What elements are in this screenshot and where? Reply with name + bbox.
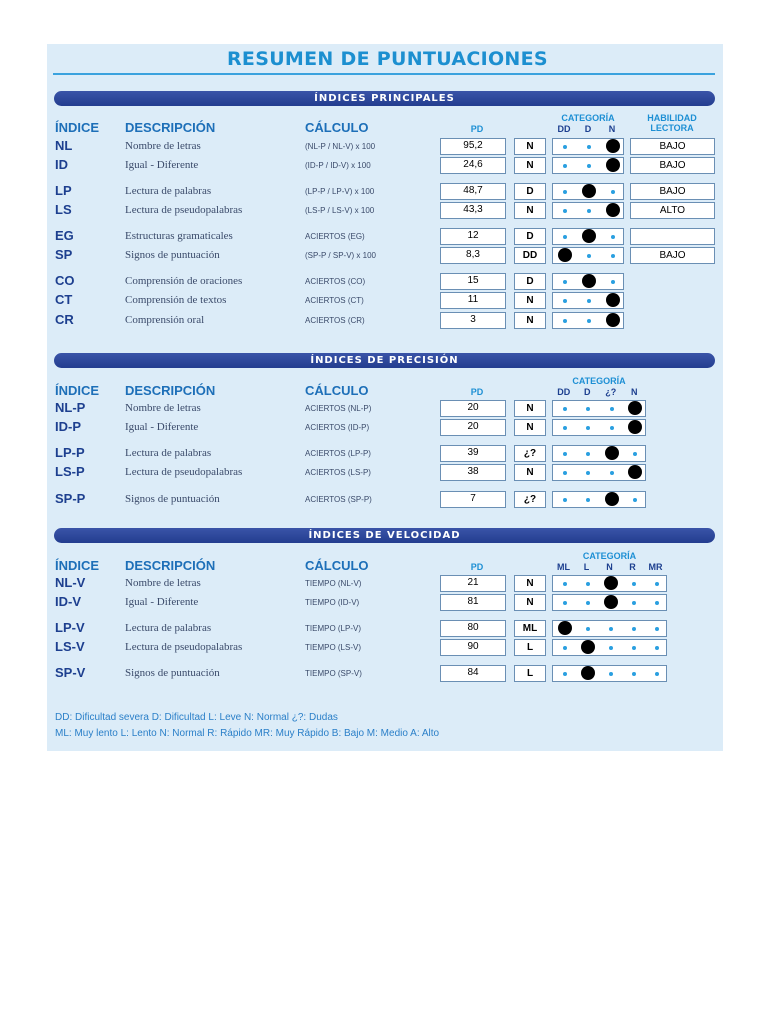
category-code-box: N bbox=[514, 594, 546, 611]
index-code: CR bbox=[55, 312, 74, 327]
category-marked-dot bbox=[606, 293, 620, 307]
category-marked-dot bbox=[606, 139, 620, 153]
category-marked-dot bbox=[606, 313, 620, 327]
pd-score-box: 80 bbox=[440, 620, 506, 637]
index-description: Igual - Diferente bbox=[125, 596, 199, 608]
category-code-box: N bbox=[514, 292, 546, 309]
category-label-principales-2: N bbox=[608, 124, 616, 134]
category-marked-dot bbox=[628, 465, 642, 479]
index-code: NL bbox=[55, 138, 73, 153]
category-label-precision-0: DD bbox=[557, 387, 571, 397]
index-calculation: ACIERTOS (CR) bbox=[305, 316, 365, 325]
category-dot-scale bbox=[552, 247, 624, 264]
category-label-principales-1: D bbox=[584, 124, 592, 134]
category-label-principales-0: DD bbox=[557, 124, 571, 134]
index-code: CO bbox=[55, 273, 75, 288]
category-marked-dot bbox=[606, 203, 620, 217]
category-dot bbox=[610, 426, 614, 430]
index-description: Nombre de letras bbox=[125, 577, 201, 589]
category-dot bbox=[563, 672, 567, 676]
category-dot bbox=[563, 426, 567, 430]
index-code: LS bbox=[55, 202, 72, 217]
index-description: Estructuras gramaticales bbox=[125, 230, 233, 242]
category-dot-scale bbox=[552, 419, 646, 436]
header-categoria: CATEGORÍA bbox=[572, 376, 626, 386]
category-code-box: N bbox=[514, 138, 546, 155]
category-label-precision-2: ¿? bbox=[605, 387, 617, 397]
pd-score-box: 11 bbox=[440, 292, 506, 309]
category-dot-scale bbox=[552, 464, 646, 481]
category-dot-scale bbox=[552, 594, 667, 611]
category-marked-dot bbox=[628, 401, 642, 415]
category-label-velocidad-2: N bbox=[606, 562, 613, 572]
legend-line-1: DD: Dificultad severa D: Dificultad L: Leve N: Normal ¿?: Dudas bbox=[55, 712, 338, 723]
category-dot-scale bbox=[552, 183, 624, 200]
category-code-box: D bbox=[514, 273, 546, 290]
pd-score-box: 12 bbox=[440, 228, 506, 245]
category-dot bbox=[563, 280, 567, 284]
category-dot bbox=[563, 235, 567, 239]
category-marked-dot bbox=[558, 621, 572, 635]
category-code-box: N bbox=[514, 575, 546, 592]
category-label-velocidad-4: MR bbox=[648, 562, 663, 572]
index-calculation: TIEMPO (ID-V) bbox=[305, 598, 360, 607]
category-marked-dot bbox=[558, 248, 572, 262]
category-dot-scale bbox=[552, 665, 667, 682]
category-marked-dot bbox=[628, 420, 642, 434]
category-marked-dot bbox=[605, 492, 619, 506]
index-calculation: ACIERTOS (CT) bbox=[305, 296, 364, 305]
category-dot bbox=[587, 164, 591, 168]
index-calculation: ACIERTOS (CO) bbox=[305, 277, 366, 286]
category-marked-dot bbox=[582, 274, 596, 288]
category-code-box: N bbox=[514, 464, 546, 481]
header-calculo: CÁLCULO bbox=[305, 383, 369, 398]
pd-score-box: 81 bbox=[440, 594, 506, 611]
index-code: ID bbox=[55, 157, 68, 172]
category-label-precision-1: D bbox=[584, 387, 591, 397]
category-dot bbox=[655, 672, 659, 676]
header-calculo: CÁLCULO bbox=[305, 558, 369, 573]
category-dot bbox=[563, 601, 567, 605]
pd-score-box: 24,6 bbox=[440, 157, 506, 174]
page-title: RESUMEN DE PUNTUACIONES bbox=[227, 48, 548, 70]
category-dot bbox=[611, 235, 615, 239]
category-dot bbox=[632, 672, 636, 676]
category-dot bbox=[586, 452, 590, 456]
index-description: Comprensión de oraciones bbox=[125, 275, 243, 287]
category-dot-scale bbox=[552, 157, 624, 174]
index-description: Comprensión oral bbox=[125, 314, 205, 326]
section-band-velocidad: ÍNDICES DE VELOCIDAD bbox=[54, 528, 715, 543]
category-code-box: L bbox=[514, 665, 546, 682]
index-description: Comprensión de textos bbox=[125, 294, 227, 306]
index-description: Lectura de palabras bbox=[125, 447, 212, 459]
reading-skill-box: BAJO bbox=[630, 138, 715, 155]
category-dot bbox=[610, 471, 614, 475]
category-label-velocidad-1: L bbox=[583, 562, 590, 572]
score-summary-sheet bbox=[47, 44, 723, 751]
category-dot bbox=[563, 319, 567, 323]
category-dot bbox=[655, 601, 659, 605]
category-code-box: DD bbox=[514, 247, 546, 264]
index-calculation: (ID-P / ID-V) x 100 bbox=[305, 161, 371, 170]
index-code: ID-V bbox=[55, 594, 81, 609]
index-calculation: TIEMPO (NL-V) bbox=[305, 579, 362, 588]
category-dot bbox=[586, 627, 590, 631]
index-description: Signos de puntuación bbox=[125, 249, 220, 261]
pd-score-box: 21 bbox=[440, 575, 506, 592]
category-marked-dot bbox=[582, 229, 596, 243]
category-dot-scale bbox=[552, 312, 624, 329]
category-dot bbox=[655, 627, 659, 631]
index-code: SP bbox=[55, 247, 73, 262]
category-dot bbox=[609, 646, 613, 650]
index-description: Nombre de letras bbox=[125, 140, 201, 152]
index-calculation: ACIERTOS (SP-P) bbox=[305, 495, 372, 504]
category-dot bbox=[563, 498, 567, 502]
pd-score-box: 8,3 bbox=[440, 247, 506, 264]
category-dot bbox=[563, 209, 567, 213]
category-dot bbox=[563, 145, 567, 149]
header-descripcion: DESCRIPCIÓN bbox=[125, 383, 216, 398]
category-dot bbox=[563, 582, 567, 586]
category-dot bbox=[586, 601, 590, 605]
category-code-box: N bbox=[514, 202, 546, 219]
category-dot bbox=[586, 407, 590, 411]
category-dot bbox=[563, 164, 567, 168]
category-dot bbox=[632, 627, 636, 631]
index-description: Igual - Diferente bbox=[125, 421, 199, 433]
category-dot bbox=[611, 190, 615, 194]
legend-line-2: ML: Muy lento L: Lento N: Normal R: Rápido MR: Muy Rápido B: Bajo M: Medio A: Alto bbox=[55, 728, 440, 739]
category-dot bbox=[563, 646, 567, 650]
index-calculation: ACIERTOS (EG) bbox=[305, 232, 365, 241]
category-dot bbox=[587, 299, 591, 303]
category-dot-scale bbox=[552, 228, 624, 245]
index-description: Lectura de pseudopalabras bbox=[125, 204, 243, 216]
category-dot bbox=[563, 452, 567, 456]
header-descripcion: DESCRIPCIÓN bbox=[125, 558, 216, 573]
category-marked-dot bbox=[582, 184, 596, 198]
category-dot bbox=[632, 582, 636, 586]
category-code-box: N bbox=[514, 419, 546, 436]
category-dot bbox=[633, 498, 637, 502]
header-descripcion: DESCRIPCIÓN bbox=[125, 120, 216, 135]
reading-skill-box: BAJO bbox=[630, 183, 715, 200]
category-code-box: N bbox=[514, 400, 546, 417]
index-description: Nombre de letras bbox=[125, 402, 201, 414]
index-calculation: TIEMPO (SP-V) bbox=[305, 669, 362, 678]
index-code: SP-V bbox=[55, 665, 86, 680]
header-pd: PD bbox=[470, 387, 484, 397]
category-code-box: ¿? bbox=[514, 491, 546, 508]
title-underline bbox=[53, 73, 715, 75]
category-dot-scale bbox=[552, 620, 667, 637]
category-dot bbox=[611, 254, 615, 258]
category-code-box: N bbox=[514, 157, 546, 174]
header-indice: ÍNDICE bbox=[55, 120, 100, 135]
category-dot bbox=[587, 254, 591, 258]
index-code: ID-P bbox=[55, 419, 81, 434]
category-dot bbox=[632, 601, 636, 605]
reading-skill-box: BAJO bbox=[630, 157, 715, 174]
index-code: NL-P bbox=[55, 400, 86, 415]
category-dot-scale bbox=[552, 491, 646, 508]
category-label-velocidad-0: ML bbox=[557, 562, 570, 572]
category-dot bbox=[586, 471, 590, 475]
category-code-box: D bbox=[514, 228, 546, 245]
category-dot bbox=[655, 582, 659, 586]
index-calculation: ACIERTOS (ID-P) bbox=[305, 423, 370, 432]
category-dot bbox=[563, 407, 567, 411]
pd-score-box: 48,7 bbox=[440, 183, 506, 200]
index-code: LP-P bbox=[55, 445, 85, 460]
header-habilidad: HABILIDAD bbox=[647, 113, 697, 123]
category-dot bbox=[586, 498, 590, 502]
category-dot bbox=[632, 646, 636, 650]
category-dot bbox=[611, 280, 615, 284]
pd-score-box: 38 bbox=[440, 464, 506, 481]
index-calculation: ACIERTOS (LP-P) bbox=[305, 449, 371, 458]
section-band-precision: ÍNDICES DE PRECISIÓN bbox=[54, 353, 715, 368]
header-calculo: CÁLCULO bbox=[305, 120, 369, 135]
category-dot-scale bbox=[552, 273, 624, 290]
category-dot bbox=[633, 452, 637, 456]
category-dot bbox=[587, 209, 591, 213]
category-marked-dot bbox=[604, 595, 618, 609]
pd-score-box: 20 bbox=[440, 400, 506, 417]
category-dot-scale bbox=[552, 202, 624, 219]
section-band-principales: ÍNDICES PRINCIPALES bbox=[54, 91, 715, 106]
category-dot bbox=[586, 426, 590, 430]
index-description: Signos de puntuación bbox=[125, 493, 220, 505]
index-calculation: (SP-P / SP-V) x 100 bbox=[305, 251, 376, 260]
index-calculation: (LP-P / LP-V) x 100 bbox=[305, 187, 375, 196]
index-code: LS-P bbox=[55, 464, 85, 479]
category-marked-dot bbox=[581, 666, 595, 680]
category-code-box: ¿? bbox=[514, 445, 546, 462]
category-code-box: N bbox=[514, 312, 546, 329]
header-lectora: LECTORA bbox=[650, 123, 694, 133]
header-categoria: CATEGORÍA bbox=[582, 551, 637, 561]
category-dot bbox=[587, 145, 591, 149]
category-dot bbox=[587, 319, 591, 323]
category-dot-scale bbox=[552, 138, 624, 155]
category-dot bbox=[563, 190, 567, 194]
category-code-box: ML bbox=[514, 620, 546, 637]
header-pd: PD bbox=[470, 124, 484, 134]
reading-skill-box: ALTO bbox=[630, 202, 715, 219]
index-description: Lectura de palabras bbox=[125, 185, 212, 197]
index-code: LP bbox=[55, 183, 72, 198]
category-dot bbox=[610, 407, 614, 411]
category-marked-dot bbox=[581, 640, 595, 654]
index-description: Signos de puntuación bbox=[125, 667, 220, 679]
index-description: Lectura de pseudopalabras bbox=[125, 641, 243, 653]
category-dot bbox=[586, 582, 590, 586]
category-code-box: L bbox=[514, 639, 546, 656]
category-dot-scale bbox=[552, 292, 624, 309]
category-dot bbox=[609, 672, 613, 676]
header-pd: PD bbox=[470, 562, 484, 572]
category-dot bbox=[563, 471, 567, 475]
index-calculation: ACIERTOS (NL-P) bbox=[305, 404, 372, 413]
category-marked-dot bbox=[605, 446, 619, 460]
index-code: NL-V bbox=[55, 575, 86, 590]
index-calculation: (NL-P / NL-V) x 100 bbox=[305, 142, 376, 151]
index-calculation: TIEMPO (LS-V) bbox=[305, 643, 362, 652]
pd-score-box: 39 bbox=[440, 445, 506, 462]
index-code: LS-V bbox=[55, 639, 85, 654]
pd-score-box: 95,2 bbox=[440, 138, 506, 155]
pd-score-box: 43,3 bbox=[440, 202, 506, 219]
pd-score-box: 15 bbox=[440, 273, 506, 290]
index-description: Lectura de pseudopalabras bbox=[125, 466, 243, 478]
index-calculation: (LS-P / LS-V) x 100 bbox=[305, 206, 375, 215]
category-marked-dot bbox=[606, 158, 620, 172]
header-categoria: CATEGORÍA bbox=[561, 113, 615, 123]
pd-score-box: 7 bbox=[440, 491, 506, 508]
category-dot-scale bbox=[552, 400, 646, 417]
reading-skill-box: BAJO bbox=[630, 247, 715, 264]
category-label-velocidad-3: R bbox=[629, 562, 636, 572]
index-code: CT bbox=[55, 292, 73, 307]
index-description: Lectura de palabras bbox=[125, 622, 212, 634]
header-indice: ÍNDICE bbox=[55, 383, 100, 398]
reading-skill-box bbox=[630, 228, 715, 245]
category-dot bbox=[609, 627, 613, 631]
category-dot bbox=[563, 299, 567, 303]
pd-score-box: 20 bbox=[440, 419, 506, 436]
index-code: EG bbox=[55, 228, 74, 243]
pd-score-box: 90 bbox=[440, 639, 506, 656]
index-description: Igual - Diferente bbox=[125, 159, 199, 171]
index-code: LP-V bbox=[55, 620, 85, 635]
pd-score-box: 84 bbox=[440, 665, 506, 682]
category-dot-scale bbox=[552, 639, 667, 656]
category-dot-scale bbox=[552, 445, 646, 462]
category-label-precision-3: N bbox=[631, 387, 638, 397]
header-indice: ÍNDICE bbox=[55, 558, 100, 573]
index-calculation: TIEMPO (LP-V) bbox=[305, 624, 362, 633]
category-dot-scale bbox=[552, 575, 667, 592]
category-marked-dot bbox=[604, 576, 618, 590]
category-code-box: D bbox=[514, 183, 546, 200]
pd-score-box: 3 bbox=[440, 312, 506, 329]
index-calculation: ACIERTOS (LS-P) bbox=[305, 468, 371, 477]
category-dot bbox=[655, 646, 659, 650]
index-code: SP-P bbox=[55, 491, 86, 506]
